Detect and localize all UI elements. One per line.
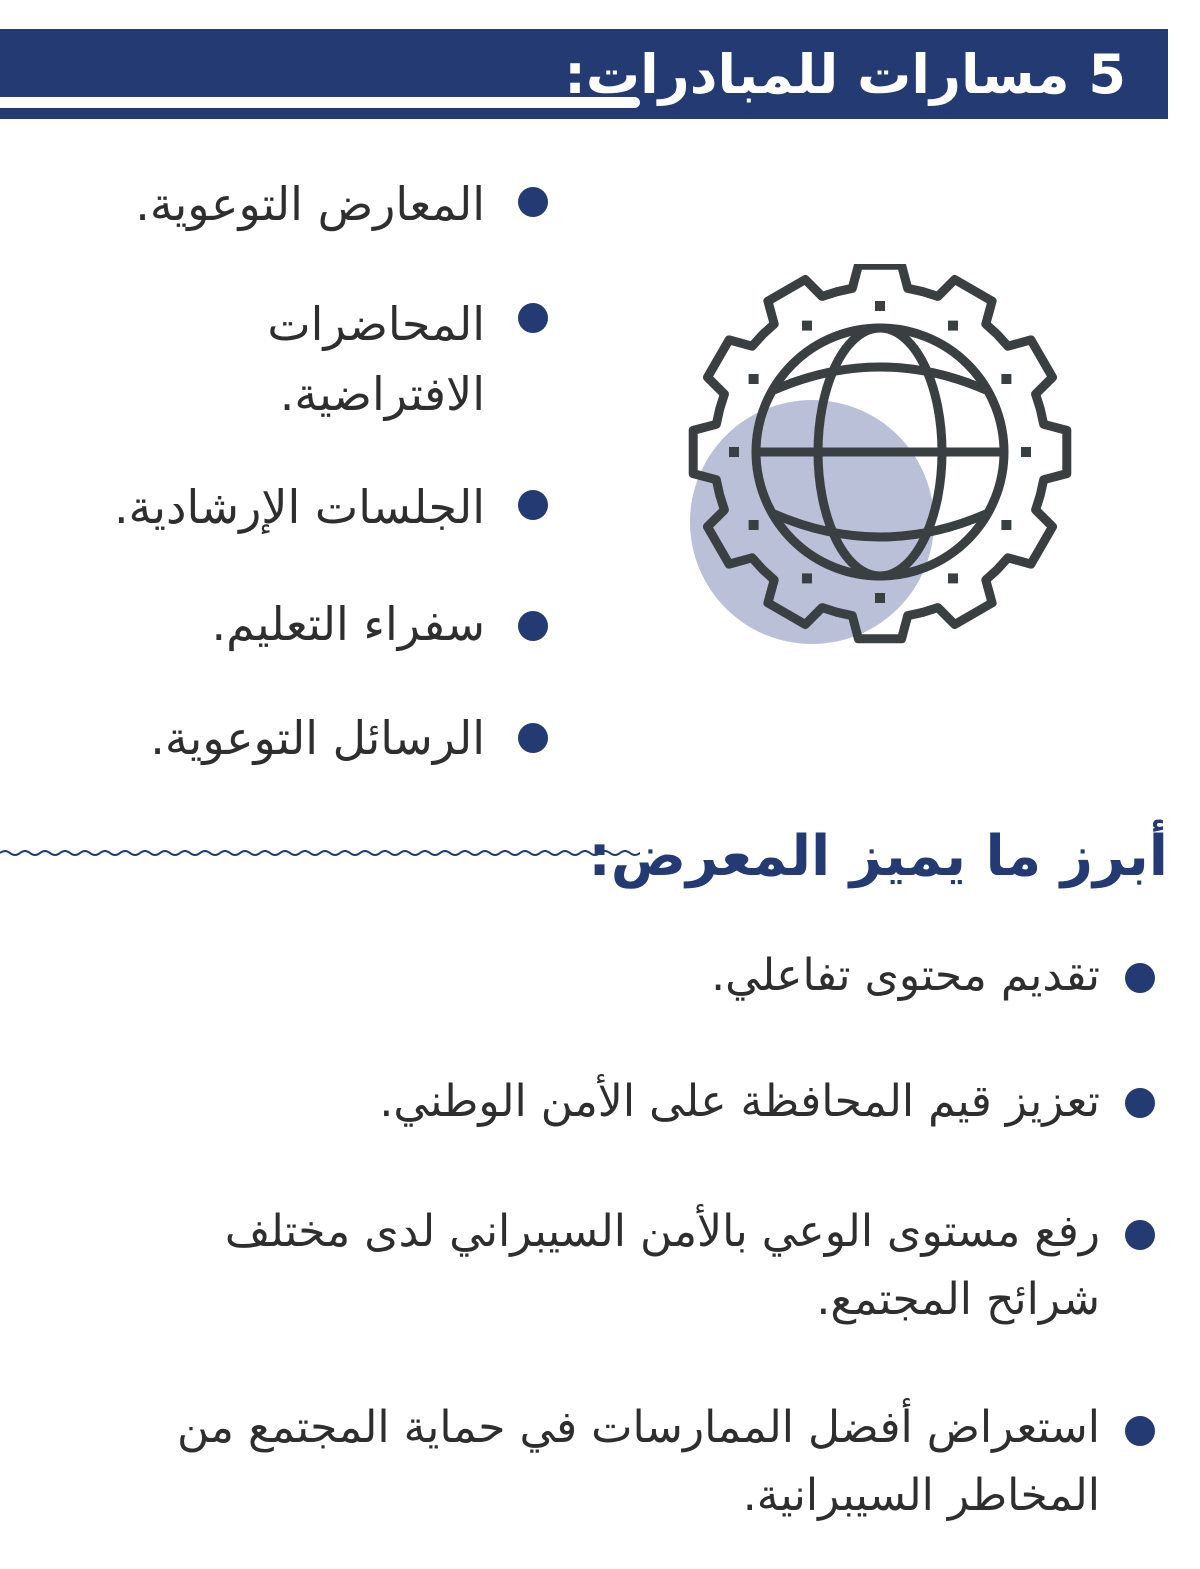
accent-circle (690, 400, 934, 644)
globe-lines (756, 328, 1004, 576)
track-item: المحاضرات الافتراضية. (267, 297, 485, 421)
track-item: الجلسات الإرشادية. (113, 480, 485, 534)
gear-dot (948, 321, 958, 331)
feature-item: تعزيز قيم المحافظة على الأمن الوطني. (379, 1076, 1100, 1127)
bullet-dot-icon (518, 611, 548, 641)
features-title: أبرز ما يميز المعرض: (588, 824, 1168, 889)
gear-dot (1001, 374, 1011, 384)
bullet-dot-icon (1125, 1416, 1155, 1446)
track-item: الرسائل التوعوية. (150, 711, 485, 765)
gear-globe-icon (684, 264, 1074, 654)
bullet-dot-icon (518, 723, 548, 753)
bullet-dot-icon (518, 187, 548, 217)
gear-dot (749, 520, 759, 530)
bullet-dot-icon (1125, 963, 1155, 993)
gear-dot (875, 301, 885, 311)
bullet-dot-icon (1125, 1220, 1155, 1250)
page-title: 5 مسارات للمبادرات: (564, 43, 1126, 106)
feature-item: رفع مستوى الوعي بالأمن السيبراني لدى مختلف شرائح المجتمع. (224, 1206, 1100, 1325)
track-item: المعارض التوعوية. (135, 177, 485, 231)
track-item: سفراء التعليم. (211, 597, 485, 651)
gear-dot (1021, 447, 1031, 457)
bullet-dot-icon (1125, 1088, 1155, 1118)
gear-dot (729, 447, 739, 457)
gear-dot (875, 593, 885, 603)
gear-dot (1001, 520, 1011, 530)
bullet-dot-icon (518, 303, 548, 333)
feature-item: استعراض أفضل الممارسات في حماية المجتمع من المخاطر السيبرانية. (176, 1402, 1100, 1521)
gear-dot (802, 573, 812, 583)
bullet-dot-icon (518, 490, 548, 520)
gear-globe-svg (684, 264, 1074, 654)
gear-dot (948, 573, 958, 583)
wavy-divider (0, 838, 640, 868)
gear-dot (802, 321, 812, 331)
gear-dot (749, 374, 759, 384)
feature-item: تقديم محتوى تفاعلي. (711, 950, 1100, 1001)
